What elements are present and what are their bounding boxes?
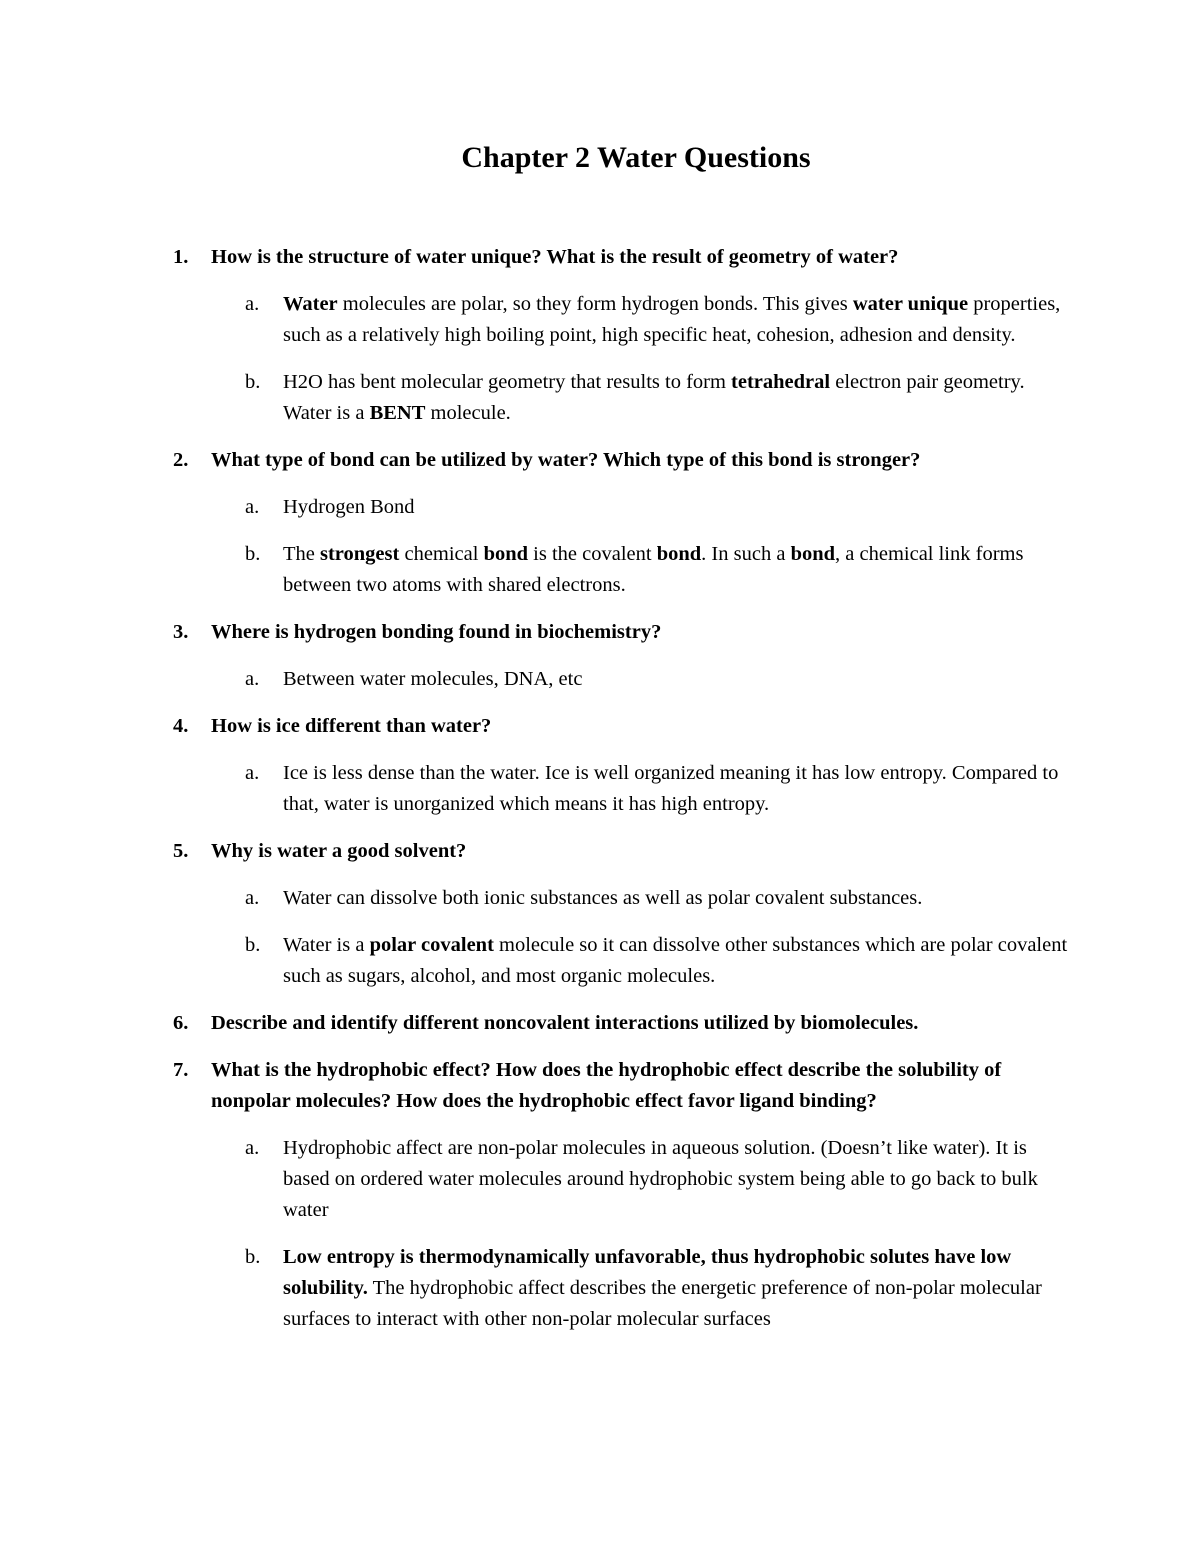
answer-letter: b. xyxy=(245,934,261,956)
answer-text xyxy=(283,367,1073,429)
answer-text-bold: bond xyxy=(656,543,702,565)
answer-text-segment: Hydrogen Bond xyxy=(283,496,415,518)
question-item xyxy=(173,617,1073,695)
question-item xyxy=(173,1008,1073,1039)
answer-letter: b. xyxy=(245,543,261,565)
answer-item xyxy=(211,289,1073,351)
answer-text xyxy=(283,1133,1073,1226)
answer-item xyxy=(211,367,1073,429)
answer-item xyxy=(211,492,1073,523)
answer-text-segment: molecules are polar, so they form hydrogen bonds. This gives xyxy=(337,293,853,315)
answer-letter: a. xyxy=(245,887,260,909)
answer-text xyxy=(283,664,1073,695)
question-number: 3. xyxy=(173,621,189,643)
answer-text-segment: is the covalent xyxy=(528,543,657,565)
answer-text-segment: Hydrophobic affect are non-polar molecules in aqueous solution. (Doesn’t like water). It is based on ordered water molecules around hydrophobic system being able to go back to bulk water xyxy=(283,1137,1038,1221)
question-number: 7. xyxy=(173,1059,189,1081)
answer-text-segment: electron pair geometry. Water is a xyxy=(283,371,1025,424)
answer-text-segment: Ice is less dense than the water. Ice is well organized meaning it has low entropy. Compared to that, water is unorganized which means it has high entropy. xyxy=(283,762,1059,815)
answer-text-segment: Water can dissolve both ionic substances as well as polar covalent substances. xyxy=(283,887,923,909)
answer-text-segment: The hydrophobic affect describes the energetic preference of non-polar molecular surfaces to interact with other non-polar molecular surfaces xyxy=(283,1277,1042,1330)
answer-letter: a. xyxy=(245,668,260,690)
answer-text xyxy=(283,492,1073,523)
answer-text-bold: bond xyxy=(483,543,529,565)
question-item xyxy=(173,711,1073,820)
answer-text-segment: . In such a xyxy=(701,543,791,565)
answer-text-bold: polar covalent xyxy=(369,934,494,956)
answer-list xyxy=(211,664,1073,695)
answer-text-segment: Water is a xyxy=(283,934,370,956)
answer-letter: a. xyxy=(245,762,260,784)
answer-text-bold: strongest xyxy=(320,543,400,565)
answer-letter: a. xyxy=(245,496,260,518)
answer-letter: b. xyxy=(245,371,261,393)
question-number: 4. xyxy=(173,715,189,737)
question-number: 5. xyxy=(173,840,189,862)
question-text: How is ice different than water? xyxy=(211,715,492,737)
answer-item xyxy=(211,930,1073,992)
answer-text-segment: molecule. xyxy=(425,402,511,424)
answer-text-segment: , a chemical link forms between two atoms with shared electrons. xyxy=(283,543,1024,596)
answer-list xyxy=(211,758,1073,820)
page-title: Chapter 2 Water Questions xyxy=(461,141,811,174)
answer-text xyxy=(283,289,1073,351)
answer-item xyxy=(211,883,1073,914)
answer-text-bold: Low entropy is thermodynamically unfavorable, thus hydrophobic solutes have low solubility. xyxy=(283,1246,1012,1299)
answer-item xyxy=(211,758,1073,820)
answer-list xyxy=(211,289,1073,429)
answer-text xyxy=(283,930,1073,992)
question-text: How is the structure of water unique? What is the result of geometry of water? xyxy=(211,246,899,268)
question-text: What type of bond can be utilized by water? Which type of this bond is stronger? xyxy=(211,449,921,471)
answer-item xyxy=(211,1133,1073,1226)
answer-text-bold: water unique xyxy=(852,293,969,315)
answer-text-segment: chemical xyxy=(399,543,484,565)
answer-text-segment: properties, such as a relatively high boiling point, high specific heat, cohesion, adhesion and density. xyxy=(283,293,1061,346)
answer-item xyxy=(211,1242,1073,1335)
answer-item xyxy=(211,539,1073,601)
question-text: Where is hydrogen bonding found in biochemistry? xyxy=(211,621,662,643)
question-number: 1. xyxy=(173,246,189,268)
question-number: 2. xyxy=(173,449,189,471)
answer-letter: a. xyxy=(245,293,260,315)
question-item xyxy=(173,836,1073,992)
question-item xyxy=(173,445,1073,601)
answer-text-segment: The xyxy=(283,543,320,565)
answer-text xyxy=(283,758,1073,820)
question-item xyxy=(173,1055,1073,1335)
answer-list xyxy=(211,1133,1073,1335)
answer-text xyxy=(283,539,1073,601)
question-item xyxy=(173,242,1073,429)
answer-text xyxy=(283,883,1073,914)
answer-text-bold: tetrahedral xyxy=(731,371,831,393)
question-text: Why is water a good solvent? xyxy=(211,840,467,862)
answer-item xyxy=(211,664,1073,695)
answer-text-bold: bond xyxy=(790,543,836,565)
answer-list xyxy=(211,492,1073,601)
question-number: 6. xyxy=(173,1012,189,1034)
answer-text xyxy=(283,1242,1073,1335)
answer-letter: b. xyxy=(245,1246,261,1268)
question-text: What is the hydrophobic effect? How does the hydrophobic effect describe the solubility of nonpolar molecules? How does the hydrophobic effect favor ligand binding? xyxy=(211,1059,1002,1112)
answer-text-segment: H2O has bent molecular geometry that results to form xyxy=(283,371,732,393)
answer-text-bold: BENT xyxy=(369,402,426,424)
question-list xyxy=(173,242,1073,1351)
answer-text-segment: molecule so it can dissolve other substances which are polar covalent such as sugars, alcohol, and most organic molecules. xyxy=(283,934,1068,987)
answer-text-segment: Between water molecules, DNA, etc xyxy=(283,668,583,690)
question-text: Describe and identify different noncovalent interactions utilized by biomolecules. xyxy=(211,1012,919,1034)
answer-text-bold: Water xyxy=(283,293,338,315)
answer-letter: a. xyxy=(245,1137,260,1159)
answer-list xyxy=(211,883,1073,992)
